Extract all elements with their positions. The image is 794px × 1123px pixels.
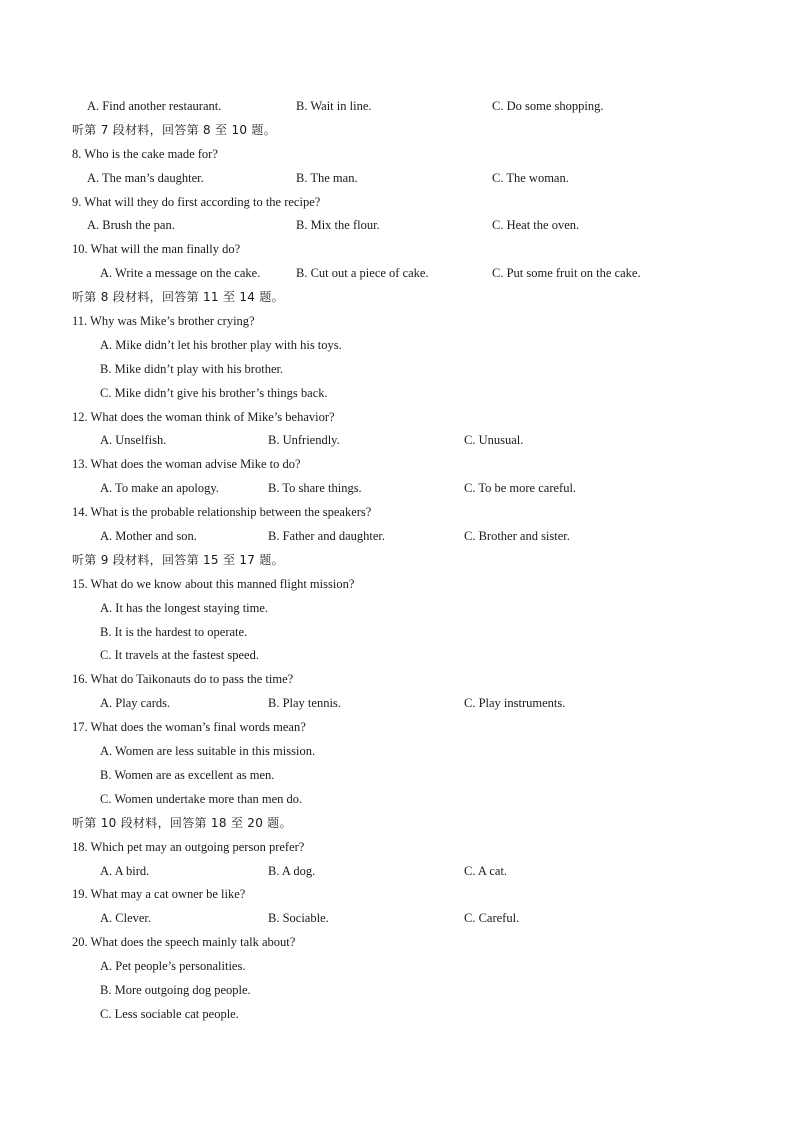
option-line: [0, 382, 794, 406]
option-text: C. It travels at the fastest speed.: [100, 648, 259, 663]
question-text: 10. What will the man finally do?: [72, 242, 241, 257]
option-text: A. It has the longest staying time.: [100, 600, 269, 615]
section-instruction: 听第 8 段材料，回答第 11 至 14 题。: [72, 290, 284, 305]
question-line: [0, 310, 794, 334]
option-a: A. Clever.: [100, 911, 152, 926]
question-line: [0, 501, 794, 525]
option-b: B. Cut out a piece of cake.: [296, 266, 429, 281]
option-c: C. Unusual.: [464, 433, 524, 448]
option-c: C. Heat the oven.: [492, 218, 580, 233]
question-text: 14. What is the probable relationship between the speakers?: [72, 505, 372, 520]
exam-page: [0, 95, 794, 1027]
option-b: B. Play tennis.: [268, 696, 341, 711]
option-line: [0, 358, 794, 382]
question-text: 9. What will they do first according to the recipe?: [72, 194, 321, 209]
question-text: 20. What does the speech mainly talk about?: [72, 935, 296, 950]
options-row: [0, 214, 794, 238]
option-line: [0, 740, 794, 764]
option-b: B. A dog.: [268, 863, 316, 878]
option-c: C. A cat.: [464, 863, 508, 878]
option-b: B. Sociable.: [268, 911, 329, 926]
question-text: 18. Which pet may an outgoing person prefer?: [72, 839, 305, 854]
question-line: [0, 836, 794, 860]
option-c: C. Play instruments.: [464, 696, 566, 711]
question-line: [0, 191, 794, 215]
question-text: 16. What do Taikonauts do to pass the time?: [72, 672, 294, 687]
option-text: A. Pet people’s personalities.: [100, 959, 246, 974]
option-a: A. The man’s daughter.: [87, 170, 204, 185]
option-b: B. The man.: [296, 170, 358, 185]
options-row: [0, 429, 794, 453]
options-row: [0, 525, 794, 549]
question-line: [0, 453, 794, 477]
option-c: C. The woman.: [492, 170, 569, 185]
section-instruction-line: [0, 812, 794, 836]
option-a: A. Write a message on the cake.: [100, 266, 261, 281]
option-c: C. Brother and sister.: [464, 529, 570, 544]
option-text: C. Less sociable cat people.: [100, 1006, 239, 1021]
question-text: 15. What do we know about this manned flight mission?: [72, 576, 355, 591]
option-b: B. Father and daughter.: [268, 529, 385, 544]
option-c: C. Put some fruit on the cake.: [492, 266, 641, 281]
option-text: C. Women undertake more than men do.: [100, 791, 303, 806]
option-c: C. Do some shopping.: [492, 99, 604, 113]
section-instruction-line: [0, 549, 794, 573]
section-instruction-line: [0, 286, 794, 310]
option-line: [0, 979, 794, 1003]
option-a: A. Mother and son.: [100, 529, 197, 544]
option-b: B. Mix the flour.: [296, 218, 380, 233]
question-text: 19. What may a cat owner be like?: [72, 887, 246, 902]
option-line: [0, 788, 794, 812]
option-c: C. Careful.: [464, 911, 520, 926]
option-line: [0, 597, 794, 621]
question-text: 11. Why was Mike’s brother crying?: [72, 314, 255, 329]
option-line: [0, 764, 794, 788]
option-text: B. It is the hardest to operate.: [100, 624, 248, 639]
option-line: [0, 955, 794, 979]
question-text: 8. Who is the cake made for?: [72, 146, 218, 161]
question-text: 12. What does the woman think of Mike’s behavior?: [72, 409, 335, 424]
option-text: A. Women are less suitable in this mission.: [100, 744, 316, 759]
options-row: [0, 692, 794, 716]
options-row: [0, 907, 794, 931]
options-row: [0, 95, 794, 119]
section-instruction-line: [0, 119, 794, 143]
options-row: [0, 167, 794, 191]
question-text: 17. What does the woman’s final words mean?: [72, 720, 306, 735]
options-row: [0, 860, 794, 884]
option-b: B. To share things.: [268, 481, 362, 496]
question-line: [0, 883, 794, 907]
option-c: C. To be more careful.: [464, 481, 577, 496]
option-line: [0, 644, 794, 668]
option-line: [0, 1003, 794, 1027]
option-a: A. Find another restaurant.: [87, 99, 222, 113]
question-line: [0, 238, 794, 262]
question-line: [0, 931, 794, 955]
option-line: [0, 334, 794, 358]
option-a: A. Unselfish.: [100, 433, 167, 448]
option-a: A. Play cards.: [100, 696, 171, 711]
section-instruction: 听第 9 段材料，回答第 15 至 17 题。: [72, 552, 284, 567]
option-b: B. Unfriendly.: [268, 433, 340, 448]
option-a: A. To make an apology.: [100, 481, 219, 496]
section-instruction: 听第 7 段材料，回答第 8 至 10 题。: [72, 122, 277, 137]
question-line: [0, 406, 794, 430]
options-row: [0, 262, 794, 286]
option-b: B. Wait in line.: [296, 99, 372, 113]
section-instruction: 听第 10 段材料，回答第 18 至 20 题。: [72, 815, 292, 830]
options-row: [0, 477, 794, 501]
option-text: B. Mike didn’t play with his brother.: [100, 361, 284, 376]
question-line: [0, 143, 794, 167]
option-text: C. Mike didn’t give his brother’s things back.: [100, 385, 328, 400]
question-line: [0, 716, 794, 740]
option-a: A. A bird.: [100, 863, 150, 878]
question-line: [0, 668, 794, 692]
option-line: [0, 621, 794, 645]
option-a: A. Brush the pan.: [87, 218, 175, 233]
option-text: B. Women are as excellent as men.: [100, 767, 275, 782]
question-text: 13. What does the woman advise Mike to do?: [72, 457, 301, 472]
option-text: B. More outgoing dog people.: [100, 982, 251, 997]
question-line: [0, 573, 794, 597]
option-text: A. Mike didn’t let his brother play with his toys.: [100, 337, 342, 352]
